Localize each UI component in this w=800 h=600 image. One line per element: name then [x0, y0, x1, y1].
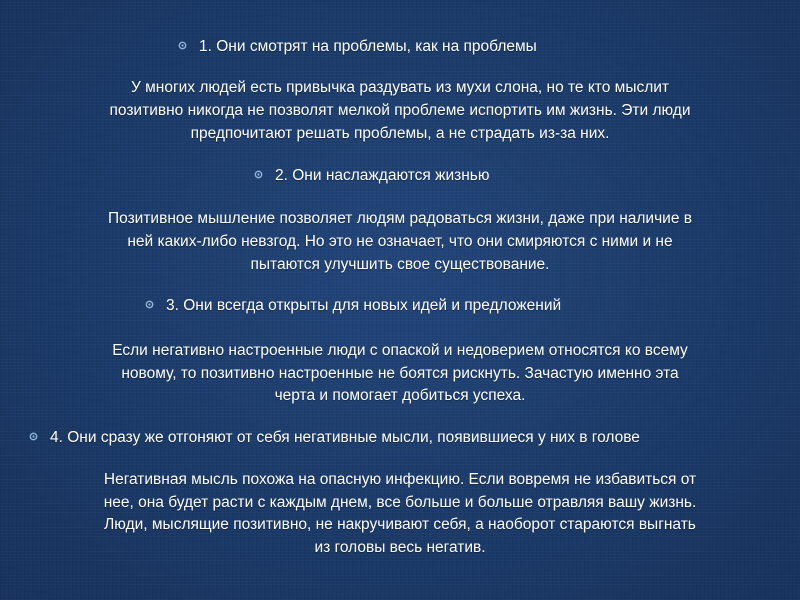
item-3-line-1: Если негативно настроенные люди с опаской и недоверием относятся ко всему: [112, 342, 688, 359]
circle-bullet-icon: [254, 170, 263, 179]
item-3-heading: 3. Они всегда открыты для новых идей и предложений: [166, 297, 562, 314]
item-3-line-2: новому, то позитивно настроенные не боятся рискнуть. Зачастую именно эта: [121, 365, 679, 382]
item-1-line-2: позитивно никогда не позволят мелкой проблеме испортить им жизнь. Эти люди: [109, 102, 691, 119]
item-3-line-3: черта и помогает добиться успеха.: [274, 387, 526, 404]
item-4-line-1: Негативная мысль похожа на опасную инфекцию. Если вовремя не избавиться от: [103, 471, 697, 488]
item-1-line-3: предпочитают решать проблемы, а не страдать из-за них.: [190, 125, 610, 142]
circle-bullet-icon: [178, 41, 187, 50]
bullet-item-2: [254, 166, 490, 186]
item-4-line-4: из головы весь негатив.: [314, 539, 486, 556]
item-2-heading: 2. Они наслаждаются жизнью: [275, 167, 490, 184]
item-1-heading: 1. Они смотрят на проблемы, как на проблемы: [199, 38, 537, 55]
item-2-line-3: пытаются улучшить свое существование.: [250, 256, 550, 273]
circle-bullet-icon: [145, 300, 154, 309]
item-4-line-3: Люди, мыслящие позитивно, не накручивают себя, а наоборот стараются выгнать: [104, 516, 696, 533]
item-2-line-1: Позитивное мышление позволяет людям радоваться жизни, даже при наличие в: [107, 210, 692, 227]
item-2-line-2: ней каких-либо невзгод. Но это не означает, что они смиряются с ними и не: [127, 233, 673, 250]
bullet-item-4: [29, 428, 640, 448]
item-4-line-2: нее, она будет расти с каждым днем, все больше и больше отравляя вашу жизнь.: [103, 494, 697, 511]
bullet-item-3: [145, 296, 561, 316]
item-1-line-1: У многих людей есть привычка раздувать из мухи слона, но те кто мыслит: [130, 79, 670, 96]
item-4-heading: 4. Они сразу же отгоняют от себя негативные мысли, появившиеся у них в голове: [50, 429, 640, 446]
circle-bullet-icon: [29, 432, 38, 441]
bullet-item-1: [178, 37, 537, 57]
